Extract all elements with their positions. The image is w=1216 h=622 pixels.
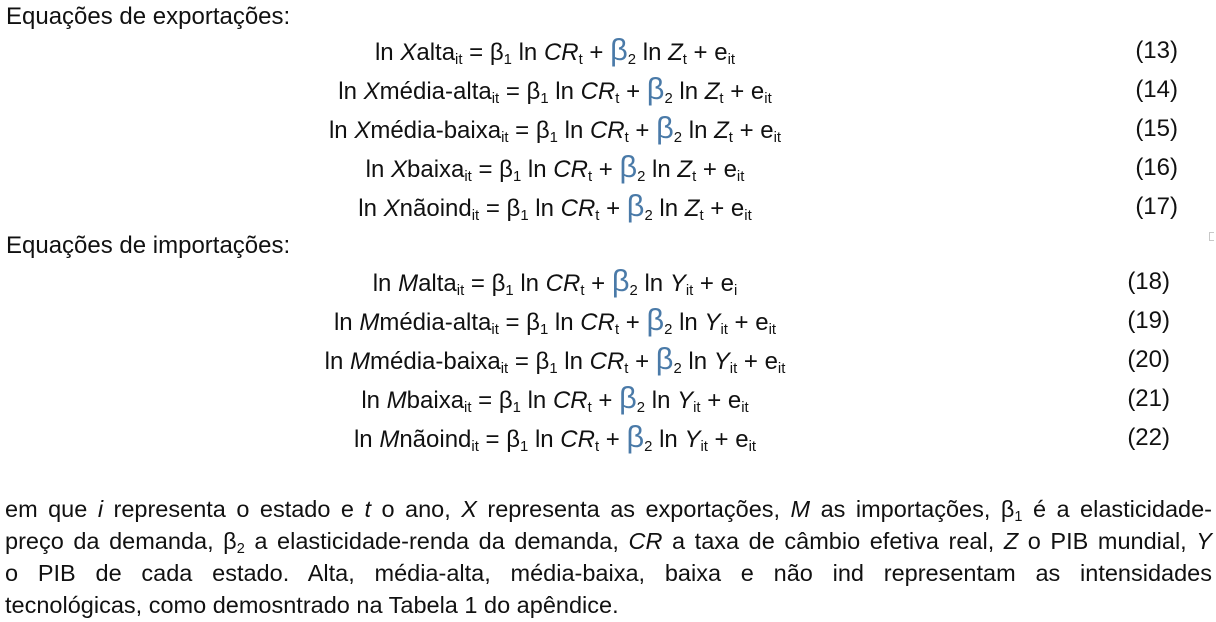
equation-row — [0, 303, 1216, 342]
text-run: ln — [358, 195, 384, 222]
italic-variable: CR — [545, 270, 581, 297]
margin-marker — [1209, 232, 1214, 241]
text-run: preço da demanda, β — [5, 528, 237, 554]
italic-variable: Y — [684, 426, 701, 453]
equation — [0, 420, 1110, 459]
text-run: baixa — [407, 156, 465, 183]
subscript: 2 — [673, 361, 682, 378]
text-run: = β — [464, 270, 506, 297]
italic-variable: CR — [553, 156, 588, 183]
subscript: 1 — [512, 169, 522, 186]
italic-variable: Y — [704, 309, 721, 336]
text-run: + — [619, 78, 647, 105]
equation — [0, 264, 1110, 303]
text-run: nãoind — [399, 426, 472, 453]
text-run: média-alta — [379, 78, 492, 105]
subscript: it — [741, 400, 749, 417]
text-run: alta — [418, 270, 457, 297]
equation — [0, 33, 1110, 72]
text-run: + e — [703, 195, 745, 222]
text-run: ln — [548, 78, 581, 105]
equation-number: (18) — [1127, 268, 1170, 295]
subscript: t — [614, 322, 620, 339]
subscript: t — [587, 400, 592, 417]
text-run: tecnológicas, como demosntrado na Tabela 1 do apêndice. — [5, 592, 619, 618]
text-run: + e — [700, 387, 742, 414]
paragraph-line — [5, 493, 1212, 525]
subscript: it — [456, 283, 465, 300]
text-run: alta — [416, 39, 456, 66]
text-run: + — [599, 195, 627, 222]
text-run: média-alta — [379, 309, 492, 336]
text-run: o ano, — [370, 496, 462, 522]
italic-variable: X — [461, 496, 477, 522]
italic-variable: M — [386, 387, 407, 414]
text-run: = β — [508, 117, 550, 144]
text-run: ln — [353, 426, 380, 453]
subscript: it — [491, 322, 499, 339]
text-run: ln — [372, 270, 399, 297]
text-run: baixa — [406, 387, 465, 414]
italic-variable: Z — [714, 117, 729, 144]
text-run: ln — [528, 426, 561, 453]
italic-variable: CR — [560, 426, 595, 453]
text-run: + — [584, 270, 612, 297]
italic-variable: Z — [684, 195, 700, 222]
equation-row — [0, 342, 1216, 381]
equation — [0, 72, 1110, 111]
equation-number: (15) — [1135, 115, 1178, 142]
subscript: 2 — [673, 130, 683, 147]
italic-variable: Y — [677, 387, 694, 414]
subscript: it — [700, 439, 708, 456]
italic-variable: M — [379, 426, 400, 453]
text-run: = β — [478, 426, 520, 453]
text-run: ln — [513, 270, 546, 297]
subscript: t — [682, 52, 687, 69]
equation-number: (20) — [1127, 346, 1170, 373]
text-run: em que — [5, 496, 98, 522]
italic-variable: Z — [668, 39, 683, 66]
subscript: 2 — [664, 91, 673, 108]
text-run: ln — [681, 348, 714, 375]
subscript: it — [764, 91, 772, 108]
subscript: t — [699, 208, 704, 225]
text-run: + e — [693, 270, 734, 297]
equation-row — [0, 33, 1216, 72]
text-run: ln — [652, 426, 685, 453]
subscript: 1 — [520, 439, 529, 456]
text-run: ln — [682, 117, 715, 144]
equation — [0, 189, 1110, 228]
text-run: ln — [636, 39, 669, 66]
italic-variable: X — [363, 78, 380, 105]
text-run: ln — [365, 156, 391, 183]
text-run: ln — [652, 195, 685, 222]
subscript: 2 — [644, 439, 653, 456]
subscript: it — [464, 169, 472, 186]
subscript: it — [729, 361, 738, 378]
equation-list — [0, 264, 1216, 459]
subscript: it — [464, 400, 472, 417]
text-run: ln — [374, 39, 401, 66]
text-run: = β — [462, 39, 504, 66]
text-run: + e — [737, 348, 778, 375]
text-run: ln — [645, 156, 678, 183]
italic-variable: M — [350, 348, 370, 375]
text-run: + — [619, 309, 647, 336]
equation — [0, 111, 1110, 150]
subscript: it — [471, 439, 479, 456]
text-run: representa o estado e — [103, 496, 365, 522]
text-run: + — [628, 117, 657, 144]
subscript: it — [768, 322, 777, 339]
equation-row — [0, 189, 1216, 228]
subscript: t — [578, 52, 583, 69]
text-run: o PIB mundial, — [1018, 528, 1197, 554]
text-run: ln — [511, 39, 544, 66]
subscript: it — [736, 169, 745, 186]
equation-number: (19) — [1127, 307, 1170, 334]
beta-symbol: β — [611, 263, 630, 298]
text-run: ln — [548, 309, 581, 336]
italic-variable: CR — [552, 387, 588, 414]
subscript: 1 — [512, 400, 521, 417]
subscript: t — [595, 208, 600, 225]
text-run: = β — [498, 309, 540, 336]
text-run: ln — [637, 270, 670, 297]
text-run: ln — [520, 387, 553, 414]
italic-variable: t — [364, 496, 371, 522]
equation-row — [0, 111, 1216, 150]
subscript: 1 — [505, 283, 514, 300]
text-run: o PIB de cada estado. Alta, média-alta, média-baixa, baixa e não ind representam as intensidades — [5, 560, 1212, 586]
italic-variable: Z — [677, 156, 693, 183]
beta-symbol: β — [626, 419, 645, 454]
italic-variable: Y — [1196, 528, 1212, 554]
text-run: ln — [672, 309, 705, 336]
italic-variable: CR — [628, 528, 663, 554]
text-run: as importações, β — [810, 496, 1015, 522]
beta-symbol: β — [626, 188, 645, 223]
equation-number: (16) — [1135, 154, 1178, 181]
text-run: = β — [508, 348, 550, 375]
text-run: + — [592, 156, 620, 183]
beta-symbol: β — [655, 341, 674, 376]
italic-variable: CR — [580, 78, 616, 105]
equation-number: (14) — [1135, 76, 1178, 103]
italic-variable: X — [354, 117, 371, 144]
equation-row — [0, 381, 1216, 420]
text-run: = β — [471, 387, 513, 414]
equation — [0, 381, 1110, 420]
subscript: 2 — [629, 283, 638, 300]
subscript: it — [471, 208, 480, 225]
subscript: 1 — [540, 91, 549, 108]
equation-row — [0, 264, 1216, 303]
italic-variable: CR — [560, 195, 596, 222]
subscript: it — [455, 52, 463, 69]
subscript: it — [777, 361, 786, 378]
text-run: média-baixa — [370, 348, 501, 375]
subscript: t — [587, 169, 593, 186]
subscript: it — [727, 52, 736, 69]
text-run: ln — [645, 387, 678, 414]
italic-variable: CR — [580, 309, 615, 336]
equation — [0, 150, 1110, 189]
subscript: it — [501, 130, 509, 147]
beta-symbol: β — [646, 71, 665, 106]
subscript: 2 — [636, 400, 646, 417]
text-run: + e — [707, 426, 749, 453]
text-run: = β — [471, 156, 513, 183]
subscript: 2 — [644, 208, 653, 225]
text-run: + — [599, 426, 627, 453]
paragraph-line — [5, 525, 1212, 557]
italic-variable: M — [398, 270, 419, 297]
subscript: it — [491, 91, 500, 108]
subscript: t — [624, 130, 629, 147]
italic-variable: Y — [669, 270, 686, 297]
subscript: it — [500, 361, 509, 378]
export-equations-section — [0, 0, 1216, 228]
text-run: + — [591, 387, 620, 414]
equation — [0, 342, 1110, 381]
text-run: ln — [338, 78, 364, 105]
italic-variable: M — [790, 496, 811, 522]
text-run: + e — [732, 117, 774, 144]
italic-variable: Z — [704, 78, 720, 105]
text-run: ln — [528, 195, 561, 222]
equation-row — [0, 150, 1216, 189]
subscript: 1 — [503, 52, 512, 69]
italic-variable: CR — [589, 117, 625, 144]
subscript: t — [624, 361, 629, 378]
text-run: representa as exportações, — [476, 496, 791, 522]
subscript: i — [733, 283, 738, 300]
italic-variable: X — [400, 39, 417, 66]
subscript: 2 — [637, 169, 646, 186]
text-run: ln — [557, 117, 590, 144]
subscript: 2 — [627, 52, 637, 69]
beta-symbol: β — [656, 110, 674, 145]
beta-symbol: β — [646, 302, 665, 337]
text-run: ln — [333, 309, 360, 336]
section-heading: Equações de exportações: — [6, 3, 291, 30]
italic-variable: i — [97, 496, 104, 522]
subscript: 2 — [664, 322, 673, 339]
italic-variable: X — [383, 195, 400, 222]
paragraph-line — [5, 589, 1212, 621]
subscript: 1 — [520, 208, 529, 225]
paragraph-line — [5, 557, 1212, 589]
text-run: a elasticidade-renda da demanda, — [244, 528, 629, 554]
text-run: + — [628, 348, 656, 375]
subscript: it — [748, 439, 757, 456]
italic-variable: Z — [1003, 528, 1019, 554]
equation — [0, 303, 1110, 342]
text-run: + — [582, 39, 611, 66]
section-heading: Equações de importações: — [6, 232, 291, 259]
subscript: it — [720, 322, 728, 339]
italic-variable: CR — [589, 348, 625, 375]
text-run: + e — [686, 39, 728, 66]
equation-number: (22) — [1127, 424, 1170, 451]
subscript: it — [685, 283, 694, 300]
subscript: t — [692, 169, 697, 186]
subscript: t — [728, 130, 733, 147]
text-run: + e — [723, 78, 765, 105]
text-run: é a elasticidade- — [1022, 496, 1212, 522]
beta-symbol: β — [610, 32, 628, 67]
import-equations-section — [0, 228, 1216, 459]
text-run: = β — [479, 195, 521, 222]
text-run: ln — [328, 117, 355, 144]
text-run: ln — [521, 156, 554, 183]
equation-row — [0, 420, 1216, 459]
subscript: 2 — [236, 541, 245, 558]
subscript: 1 — [549, 361, 558, 378]
text-run: ln — [361, 387, 387, 414]
italic-variable: CR — [543, 39, 579, 66]
equation-number: (17) — [1135, 193, 1178, 220]
text-run: ln — [672, 78, 705, 105]
explanation-paragraph — [5, 493, 1212, 621]
subscript: 1 — [539, 322, 549, 339]
beta-symbol: β — [619, 149, 638, 184]
subscript: it — [744, 208, 752, 225]
italic-variable: X — [390, 156, 407, 183]
subscript: it — [773, 130, 782, 147]
beta-symbol: β — [619, 380, 637, 415]
subscript: t — [615, 91, 620, 108]
text-run: nãoind — [399, 195, 472, 222]
subscript: it — [693, 400, 701, 417]
subscript: t — [719, 91, 724, 108]
italic-variable: Y — [713, 348, 730, 375]
subscript: 1 — [1014, 509, 1023, 526]
text-run: ln — [324, 348, 350, 375]
italic-variable: M — [359, 309, 380, 336]
subscript: 1 — [549, 130, 558, 147]
equation-list — [0, 33, 1216, 228]
equation-row — [0, 72, 1216, 111]
text-run: ln — [557, 348, 590, 375]
text-run: = β — [499, 78, 541, 105]
text-run: + e — [696, 156, 737, 183]
subscript: t — [594, 439, 600, 456]
subscript: t — [580, 283, 585, 300]
text-run: média-baixa — [370, 117, 502, 144]
equation-number: (21) — [1127, 385, 1170, 412]
equation-number: (13) — [1135, 37, 1178, 64]
text-run: + e — [727, 309, 769, 336]
text-run: a taxa de câmbio efetiva real, — [662, 528, 1004, 554]
